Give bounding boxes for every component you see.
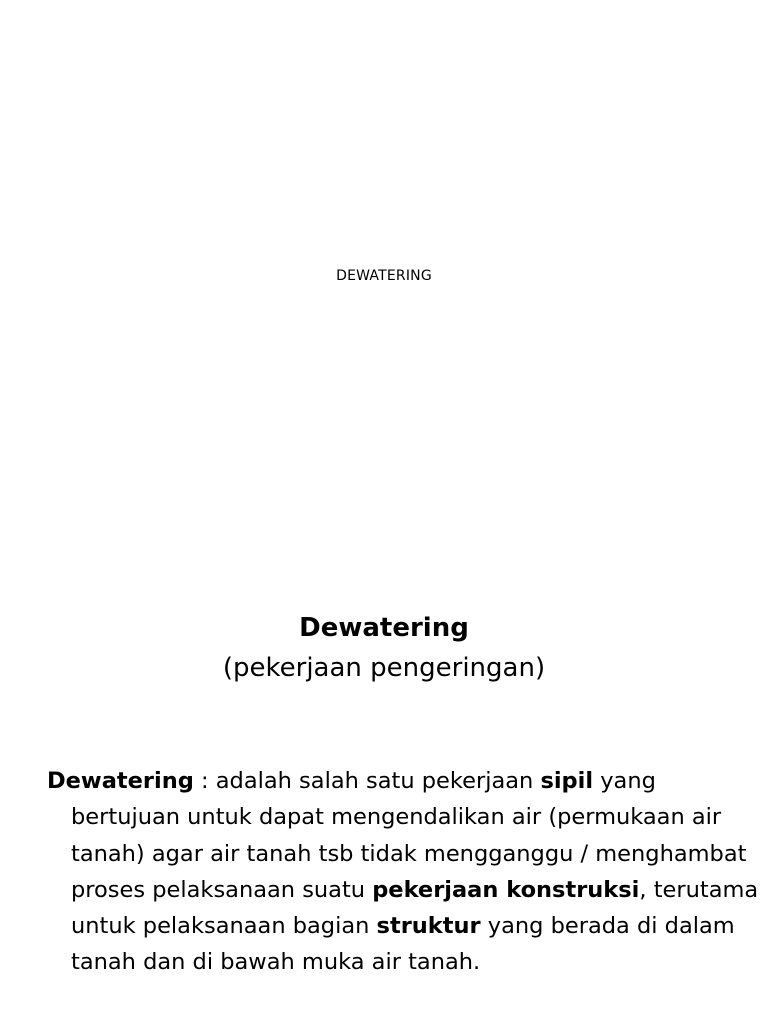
definition-text-2: yang bertujuan untuk dapat mengendalikan air (permukaan air tanah) agar air tanah tsb tidak mengganggu / menghambat proses pelaksanaan suatu <box>71 768 747 903</box>
definition-bold-sipil: sipil <box>540 768 594 794</box>
definition-bold-struktur: struktur <box>376 913 481 940</box>
definition-term: Dewatering <box>47 768 194 794</box>
definition-text-4: yang berada di dalam tanah dan di bawah muka air tanah. <box>71 913 735 976</box>
definition-bold-pekerjaan-konstruksi: pekerjaan konstruksi <box>372 876 640 903</box>
definition-text-3: , terutama untuk pelaksanaan bagian <box>71 876 759 940</box>
definition-paragraph <box>47 763 768 981</box>
section-heading-block <box>0 608 768 688</box>
section-heading: Dewatering <box>299 613 469 643</box>
definition-text-1: : adalah salah satu pekerjaan <box>193 768 541 794</box>
cover-title: DEWATERING <box>336 268 432 284</box>
section-subheading: (pekerjaan pengeringan) <box>222 653 546 683</box>
